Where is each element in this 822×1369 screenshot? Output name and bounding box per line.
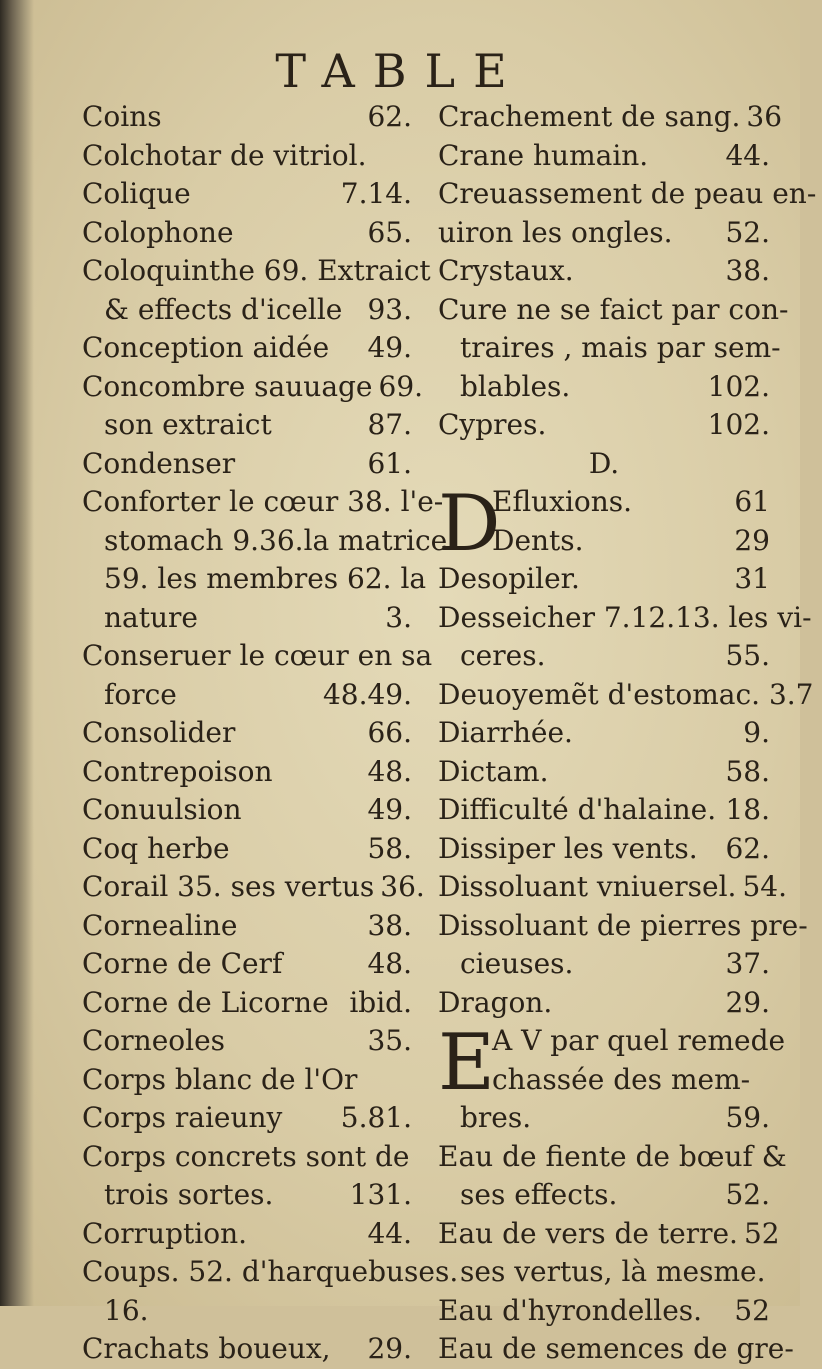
index-term: Corps raieuny [82,1101,283,1134]
page-reference: 48.49. [322,677,412,711]
page-reference [787,1138,793,1177]
page-reference: 36 [746,100,783,133]
page-reference: 44. [725,138,770,172]
index-entry [438,1215,780,1254]
page-reference: 48. [367,947,412,980]
page-reference: 18. [725,793,770,826]
page-reference [766,1253,772,1292]
page-reference: 5.81. [340,1101,412,1134]
index-term: Colchotar de vitriol. [82,138,367,172]
index-entry [438,791,770,830]
index-entry [438,445,770,484]
page-reference: 102. [707,408,770,441]
index-term: Diarrhée. [438,716,573,749]
index-term: Conuulsion [82,793,242,826]
index-entry [82,406,412,445]
index-entry [82,329,412,368]
index-entry [82,1099,412,1138]
page-reference: 131. [349,1178,412,1211]
index-entry [438,984,770,1023]
index-entry [82,868,425,907]
index-term: Eau d'hyrondelles. [438,1293,703,1327]
index-term: trois sortes. [104,1178,274,1211]
index-entry [438,252,770,291]
index-entry [82,98,412,137]
drop-cap-letter: D [438,479,501,569]
index-entry [82,137,412,176]
page-reference: 29. [367,1332,412,1365]
page-reference [406,1292,412,1331]
drop-cap-letter: E [438,1018,495,1108]
index-term: Contrepoison [82,754,273,788]
index-entry [82,291,412,330]
page-reference: 58. [725,754,770,788]
index-entry [438,1330,794,1369]
index-entry [438,175,817,214]
index-term: Conception aidée [82,331,330,364]
page-reference: 38. [367,908,412,942]
page-reference: 69. [378,369,424,403]
index-entry [438,137,770,176]
index-entry [82,445,412,484]
page-reference: 61. [367,446,412,480]
index-term: Efluxions. [492,485,633,518]
index-term: & effects d'icelle [104,292,343,326]
page-reference: ibid. [349,985,412,1019]
index-entry [82,1138,412,1177]
index-entry [82,1022,412,1061]
index-term: Crane humain. [438,138,649,172]
index-entry [438,291,789,330]
index-term: Desopiler. [438,562,580,595]
page-reference [406,137,412,176]
index-entry [438,599,812,638]
index-term: Dissiper les vents. [438,831,698,865]
index-term: A V par quel remede [492,1024,786,1057]
page-reference [788,291,794,330]
index-term: Corruption. [82,1216,248,1250]
page-reference: 35. [367,1024,412,1057]
page-reference: 62. [367,100,412,133]
page-gutter [0,0,34,1306]
index-term: Corneoles [82,1024,226,1057]
index-term: Eau de fiente de bœuf & [438,1139,787,1173]
index-term: cieuses. [460,947,574,980]
page-reference: 66. [367,716,412,749]
index-term: traires , mais par sem- [460,331,781,364]
index-entry [82,830,412,869]
index-term: force [104,677,177,711]
index-term: Concombre sauuage [82,369,373,403]
index-entry [438,1176,770,1215]
index-entry [438,714,770,753]
page-reference [426,560,432,599]
index-entry [82,637,433,676]
index-term: Dissoluant de pierres pre- [438,908,808,942]
page-reference: 58. [367,831,412,865]
page-reference [816,175,822,214]
index-entry [82,522,448,561]
index-entry [438,753,770,792]
index-term: ses effects. [460,1178,618,1211]
index-term: Cornealine [82,908,238,942]
index-entry [82,252,431,291]
page-reference: 54. [742,870,787,903]
page-reference: 29. [725,985,770,1019]
page-reference: 29 [734,523,770,557]
drop-cap-block-e [438,1018,786,1108]
index-entry [438,406,770,445]
index-entry [438,1292,770,1331]
page-reference [410,1138,416,1177]
page-reference [794,1330,800,1369]
page-reference [785,1022,791,1061]
index-term: uiron les ongles. [438,215,673,249]
page-reference: 52 [743,1216,780,1250]
index-term: Conforter le cœur 38. l'e- [82,485,444,518]
page-reference [764,1061,770,1100]
index-entry [82,175,412,214]
index-term: Coloquinthe 69. Extraict [82,254,431,287]
index-term: Colophone [82,215,234,249]
page-reference: 37. [725,947,770,980]
page-reference: 87. [367,408,412,441]
index-term: 59. les membres 62. la [104,562,427,595]
index-term: Crachats boueux, [82,1332,331,1365]
index-entry [82,1176,412,1215]
index-term: Corps blanc de l'Or [82,1062,358,1096]
index-entry [82,1253,459,1292]
index-term: nature [104,600,198,634]
page-reference: 49. [367,331,412,364]
index-term: Coins [82,100,162,133]
index-entry [82,1330,412,1369]
index-entry [82,676,412,715]
page-reference [814,676,820,715]
drop-cap-block-d [438,479,770,569]
index-term: Corps concrets sont de [82,1139,410,1173]
index-entry [82,483,444,522]
page-reference: 52 [734,1293,770,1327]
page-reference: 55. [725,639,770,672]
index-term: Difficulté d'halaine. [438,793,717,826]
page-reference: 49. [367,793,412,826]
index-term: Condenser [82,446,236,480]
index-term: Conseruer le cœur en sa [82,639,433,672]
page-reference: 52. [725,1178,770,1211]
index-entry [82,714,412,753]
index-term: ses vertus, là mesme. [460,1255,766,1288]
index-entry [438,676,814,715]
index-term: Crystaux. [438,254,574,287]
index-term: Colique [82,177,191,210]
index-entry [82,945,412,984]
index-term: Deuoyemẽt d'estomac. 3.7 [438,677,814,711]
index-entry [438,637,770,676]
index-entry [82,599,412,638]
index-entry [438,98,783,137]
index-column-right [438,98,817,1369]
index-entry [438,1138,787,1177]
index-term: Cypres. [438,408,547,441]
index-entry [82,368,424,407]
page-reference: 93. [367,292,412,326]
index-term: Coq herbe [82,831,230,865]
page-reference [808,907,814,946]
page-reference [812,599,818,638]
page-reference: 36. [380,870,425,903]
index-entry [82,1292,412,1331]
index-term: Consolider [82,716,236,749]
index-term: bres. [460,1101,532,1134]
index-term: Corne de Cerf [82,947,283,980]
page-reference: 59. [725,1101,770,1134]
page-reference: 9. [743,716,770,749]
index-term: Corne de Licorne [82,985,329,1019]
index-term: Eau de semences de gre- [438,1332,794,1365]
index-term: Desseicher 7.12.13. les vi- [438,600,812,634]
page-title: TABLE [275,44,525,98]
index-entry [438,868,787,907]
page-reference: 65. [367,215,412,249]
page-reference: 48. [367,754,412,788]
index-term: Corail 35. ses vertus [82,870,375,903]
index-entry [438,329,781,368]
index-entry [438,368,770,407]
index-entry [438,907,808,946]
page-reference: 44. [367,1216,412,1250]
index-term: Eau de vers de terre. [438,1216,738,1250]
index-entry [82,753,412,792]
index-term: Crachement de sang. [438,100,741,133]
page-reference: 31 [734,562,770,595]
page-reference: 52. [725,215,770,249]
page-reference: 62. [725,831,770,865]
index-term: Coups. 52. d'harquebuses. [82,1255,459,1288]
page-reference: 102. [707,369,770,403]
page-reference [406,1061,412,1100]
index-entry [438,1253,770,1292]
index-entry [438,214,770,253]
page-reference: 38. [725,254,770,287]
page-reference: 3. [385,600,412,634]
page-reference [781,329,787,368]
index-term: Dissoluant vniuersel. [438,870,737,903]
index-term: Dictam. [438,754,549,788]
index-term: Cure ne se faict par con- [438,292,789,326]
page-reference [431,252,437,291]
index-term: Dragon. [438,985,553,1019]
index-term: blables. [460,369,571,403]
index-term: Dents. [492,523,584,557]
index-column-left [82,98,459,1369]
index-entry [438,945,770,984]
page-reference: 61 [734,485,770,518]
index-entry [82,1061,412,1100]
index-term: 16. [104,1293,149,1327]
index-term: Creuassement de peau en- [438,177,817,210]
index-term: ceres. [460,639,546,672]
index-entry [438,830,770,869]
index-entry [82,791,412,830]
index-entry [82,214,412,253]
index-term: D. [588,446,620,480]
index-entry [82,560,427,599]
index-entry [82,907,412,946]
index-entry [82,984,412,1023]
index-term: chassée des mem- [492,1062,751,1096]
page-reference: 7.14. [340,177,412,210]
index-term: stomach 9.36.la matrice [104,523,448,557]
index-term: son extraict [104,408,272,441]
index-entry [82,1215,412,1254]
